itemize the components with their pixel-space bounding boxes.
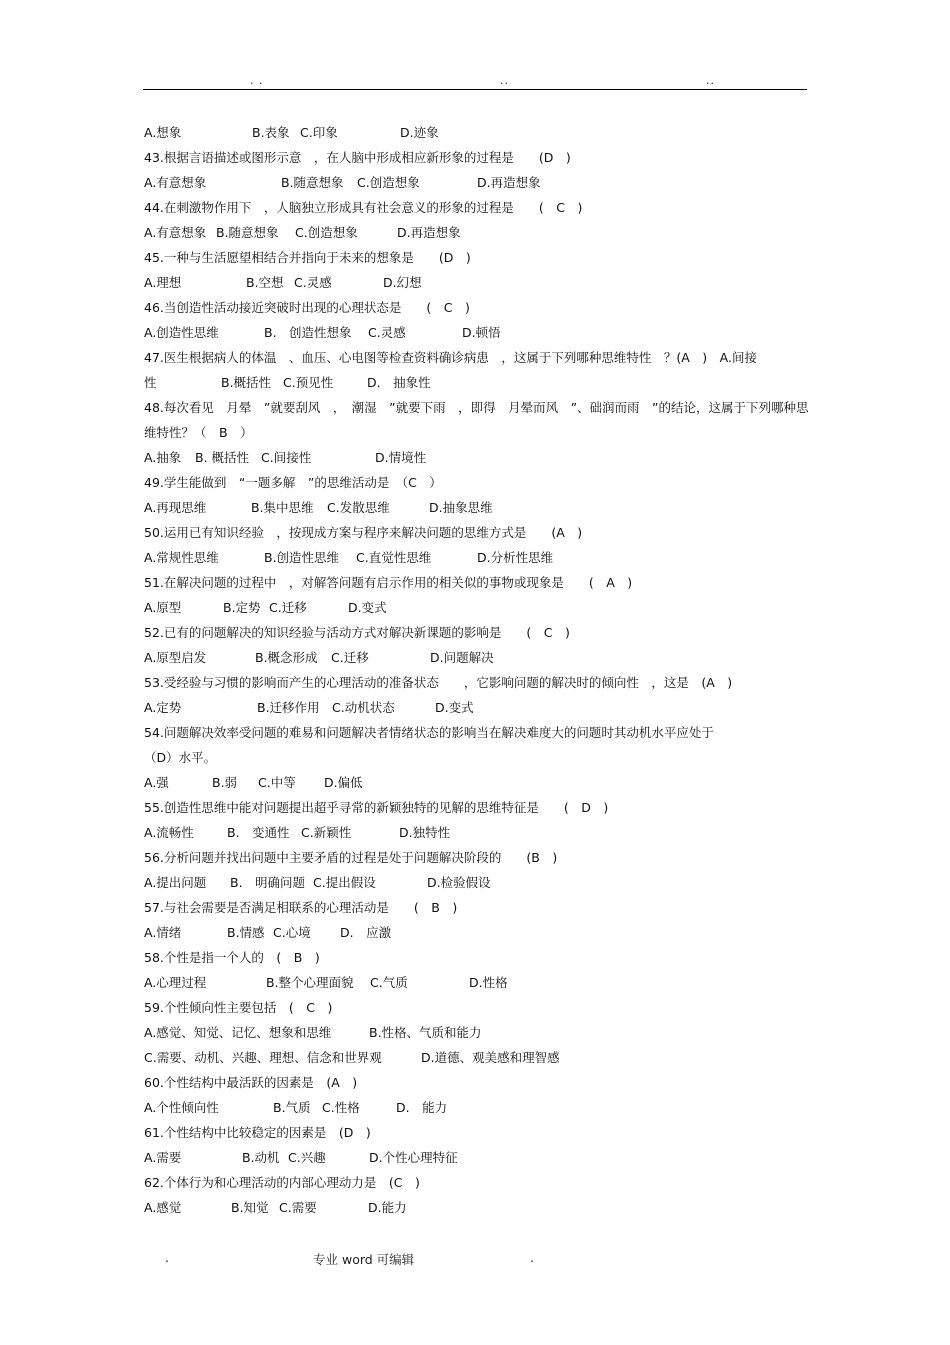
question-text: 50.运用已有知识经验 ，按现成方案与程序来解决问题的思维方式是 (A ) <box>144 525 583 540</box>
options-line <box>144 770 808 795</box>
question-text: 44.在刺激物作用下 ，人脑独立形成具有社会意义的形象的过程是 ( C ) <box>144 200 583 215</box>
footer-dot-right: . <box>530 1250 534 1265</box>
answer-option: A.个性倾向性 <box>144 1100 219 1115</box>
answer-option: A.感觉、知觉、记忆、想象和思维 <box>144 1025 332 1040</box>
answer-option: D.顿悟 <box>462 325 501 340</box>
options-line <box>144 970 808 995</box>
answer-option: D.变式 <box>348 600 387 615</box>
answer-option: D. 抽象性 <box>367 375 431 390</box>
question-line <box>144 345 808 370</box>
options-line <box>144 820 808 845</box>
answer-option: B.迁移作用 <box>257 700 320 715</box>
answer-option: B.性格、气质和能力 <box>369 1025 482 1040</box>
answer-option: B. 概括性 <box>195 450 250 465</box>
options-line <box>144 120 808 145</box>
footer-dot-left: . <box>165 1250 169 1265</box>
answer-option: D.迹象 <box>400 125 439 140</box>
question-line <box>144 1070 808 1095</box>
question-line <box>144 895 808 920</box>
answer-option: B.弱 <box>212 775 238 790</box>
question-text: 61.个性结构中比较稳定的因素是 (D ) <box>144 1125 371 1140</box>
answer-option: A.原型 <box>144 600 182 615</box>
question-text: 45.一种与生活愿望相结合并指向于未来的想象是 (D ) <box>144 250 471 265</box>
answer-option: C.心境 <box>273 925 311 940</box>
question-text: 59.个性倾向性主要包括 ( C ) <box>144 1000 333 1015</box>
answer-option: B.随意想象 <box>281 175 344 190</box>
question-text: 52.已有的问题解决的知识经验与活动方式对解决新课题的影响是 ( C ) <box>144 625 570 640</box>
answer-option: A.想象 <box>144 125 182 140</box>
answer-option: C.灵感 <box>368 325 406 340</box>
question-line <box>144 1170 808 1195</box>
answer-option: A.提出问题 <box>144 875 207 890</box>
question-text: （D）水平。 <box>144 750 217 765</box>
answer-option: A.有意想象 <box>144 175 207 190</box>
answer-option: 性 <box>144 375 157 390</box>
options-line <box>144 870 808 895</box>
options-line <box>144 545 808 570</box>
question-line <box>144 1120 808 1145</box>
answer-option: A.情绪 <box>144 925 182 940</box>
options-line <box>144 1045 808 1070</box>
options-line <box>144 1020 808 1045</box>
answer-option: B.概括性 <box>221 375 272 390</box>
answer-option: B.知觉 <box>231 1200 269 1215</box>
answer-option: B.随意想象 <box>216 225 279 240</box>
answer-option: C.动机状态 <box>332 700 395 715</box>
answer-option: B.气质 <box>273 1100 311 1115</box>
answer-option: C.迁移 <box>269 600 307 615</box>
options-line <box>144 220 808 245</box>
answer-option: A.流畅性 <box>144 825 194 840</box>
answer-option: D.再造想象 <box>397 225 461 240</box>
header-rule <box>143 89 807 90</box>
question-line <box>144 795 808 820</box>
question-line <box>144 620 808 645</box>
answer-option: C.中等 <box>258 775 296 790</box>
answer-option: C.直觉性思维 <box>356 550 432 565</box>
options-line <box>144 1195 808 1220</box>
question-text: 54.问题解决效率受问题的难易和问题解决者情绪状态的影响当在解决难度大的问题时其动机水平应处于 <box>144 725 714 740</box>
answer-option: B.创造性思维 <box>264 550 340 565</box>
answer-option: D. 能力 <box>396 1100 448 1115</box>
question-line <box>144 470 808 495</box>
answer-option: C.间接性 <box>261 450 312 465</box>
answer-option: D.情境性 <box>375 450 427 465</box>
answer-option: D.个性心理特征 <box>369 1150 458 1165</box>
question-line <box>144 395 808 420</box>
question-text: 43.根据言语描述或图形示意 ，在人脑中形成相应新形象的过程是 (D ) <box>144 150 571 165</box>
options-line <box>144 1145 808 1170</box>
answer-option: C.灵感 <box>294 275 332 290</box>
question-text: 60.个性结构中最活跃的因素是 (A ) <box>144 1075 358 1090</box>
header-dots-left: . . <box>250 74 264 87</box>
answer-option: D.再造想象 <box>477 175 541 190</box>
question-text: 55.创造性思维中能对问题提出超乎寻常的新颖独特的见解的思维特征是 ( D ) <box>144 800 609 815</box>
answer-option: B.表象 <box>252 125 290 140</box>
question-text: 57.与社会需要是否满足相联系的心理活动是 ( B ) <box>144 900 458 915</box>
answer-option: D.性格 <box>469 975 508 990</box>
answer-option: D.偏低 <box>324 775 363 790</box>
options-line <box>144 170 808 195</box>
question-line <box>144 420 808 445</box>
answer-option: D.检验假设 <box>427 875 491 890</box>
answer-option: C.需要 <box>279 1200 317 1215</box>
answer-option: D.分析性思维 <box>477 550 554 565</box>
answer-option: C.迁移 <box>331 650 369 665</box>
answer-option: A.定势 <box>144 700 182 715</box>
answer-option: B.动机 <box>242 1150 280 1165</box>
header-dots-middle: .. <box>500 74 509 87</box>
answer-option: A.感觉 <box>144 1200 182 1215</box>
answer-option: A.抽象 <box>144 450 182 465</box>
answer-option: D.抽象思维 <box>429 500 493 515</box>
answer-option: A.创造性思维 <box>144 325 219 340</box>
question-text: 56.分析问题并找出问题中主要矛盾的过程是处于问题解决阶段的 (B ) <box>144 850 558 865</box>
answer-option: B. 创造性想象 <box>264 325 352 340</box>
answer-option: A.再现思维 <box>144 500 207 515</box>
answer-option: A.常规性思维 <box>144 550 219 565</box>
options-line <box>144 495 808 520</box>
answer-option: C.创造想象 <box>295 225 358 240</box>
question-line <box>144 670 808 695</box>
options-line <box>144 370 808 395</box>
footer-text: 专业 word 可编辑 <box>313 1252 415 1267</box>
answer-option: D.幻想 <box>383 275 422 290</box>
answer-option: C.创造想象 <box>357 175 420 190</box>
answer-option: C.印象 <box>300 125 338 140</box>
options-line <box>144 445 808 470</box>
question-text: 53.受经验与习惯的影响而产生的心理活动的准备状态 ，它影响问题的解决时的倾向性 ，这是 (A ) <box>144 675 733 690</box>
question-line <box>144 995 808 1020</box>
question-line <box>144 720 808 745</box>
question-line <box>144 845 808 870</box>
question-line <box>144 520 808 545</box>
question-text: 48.每次看见 月晕 ”就要刮风 ， 潮湿 ”就要下雨 ，即得 月晕而风 ”、础润而雨 ”的结论，这属于下列哪种思 <box>144 400 809 415</box>
question-text: 49.学生能做到 “一题多解 ”的思维活动是 （C ） <box>144 475 442 490</box>
header-dots-right: .. <box>706 74 715 87</box>
exam-questions-body <box>144 120 808 1220</box>
question-text: 62.个体行为和心理活动的内部心理动力是 (C ) <box>144 1175 420 1190</box>
question-line <box>144 145 808 170</box>
options-line <box>144 320 808 345</box>
answer-option: A.需要 <box>144 1150 182 1165</box>
answer-option: C.兴趣 <box>288 1150 326 1165</box>
answer-option: A.心理过程 <box>144 975 207 990</box>
answer-option: C.新颖性 <box>301 825 352 840</box>
options-line <box>144 645 808 670</box>
answer-option: B.概念形成 <box>255 650 318 665</box>
answer-option: D.能力 <box>368 1200 407 1215</box>
answer-option: A.强 <box>144 775 169 790</box>
answer-option: C.需要、动机、兴趣、理想、信念和世界观 <box>144 1050 382 1065</box>
question-line <box>144 295 808 320</box>
answer-option: C.性格 <box>322 1100 360 1115</box>
question-text: 维特性？（ B ） <box>144 425 253 440</box>
options-line <box>144 920 808 945</box>
question-text: 51.在解决问题的过程中 ，对解答问题有启示作用的相关似的事物或现象是 ( A ) <box>144 575 633 590</box>
answer-option: B.集中思维 <box>251 500 314 515</box>
answer-option: C.提出假设 <box>313 875 376 890</box>
question-line <box>144 245 808 270</box>
question-line <box>144 745 808 770</box>
answer-option: A.原型启发 <box>144 650 207 665</box>
answer-option: D.独特性 <box>399 825 451 840</box>
question-text: 58.个性是指一个人的 ( B ) <box>144 950 320 965</box>
question-line <box>144 195 808 220</box>
answer-option: A.理想 <box>144 275 182 290</box>
options-line <box>144 270 808 295</box>
options-line <box>144 1095 808 1120</box>
answer-option: D.变式 <box>435 700 474 715</box>
options-line <box>144 595 808 620</box>
answer-option: C.预见性 <box>283 375 334 390</box>
answer-option: D. 应激 <box>340 925 392 940</box>
answer-option: D.问题解决 <box>430 650 494 665</box>
answer-option: B.情感 <box>227 925 265 940</box>
question-text: 46.当创造性活动接近突破时出现的心理状态是 ( C ) <box>144 300 470 315</box>
answer-option: B. 明确问题 <box>230 875 306 890</box>
answer-option: B.空想 <box>246 275 284 290</box>
answer-option: B.定势 <box>223 600 261 615</box>
question-line <box>144 570 808 595</box>
question-line <box>144 945 808 970</box>
answer-option: B.整个心理面貌 <box>266 975 354 990</box>
answer-option: C.气质 <box>370 975 408 990</box>
answer-option: A.有意想象 <box>144 225 207 240</box>
answer-option: C.发散思维 <box>327 500 390 515</box>
answer-option: D.道德、观美感和理智感 <box>421 1050 560 1065</box>
answer-option: B. 变通性 <box>227 825 290 840</box>
question-text: 47.医生根据病人的体温 、血压、心电图等检查资料确诊病患 ，这属于下列哪种思维特性 ？(A ) A.间接 <box>144 350 757 365</box>
options-line <box>144 695 808 720</box>
